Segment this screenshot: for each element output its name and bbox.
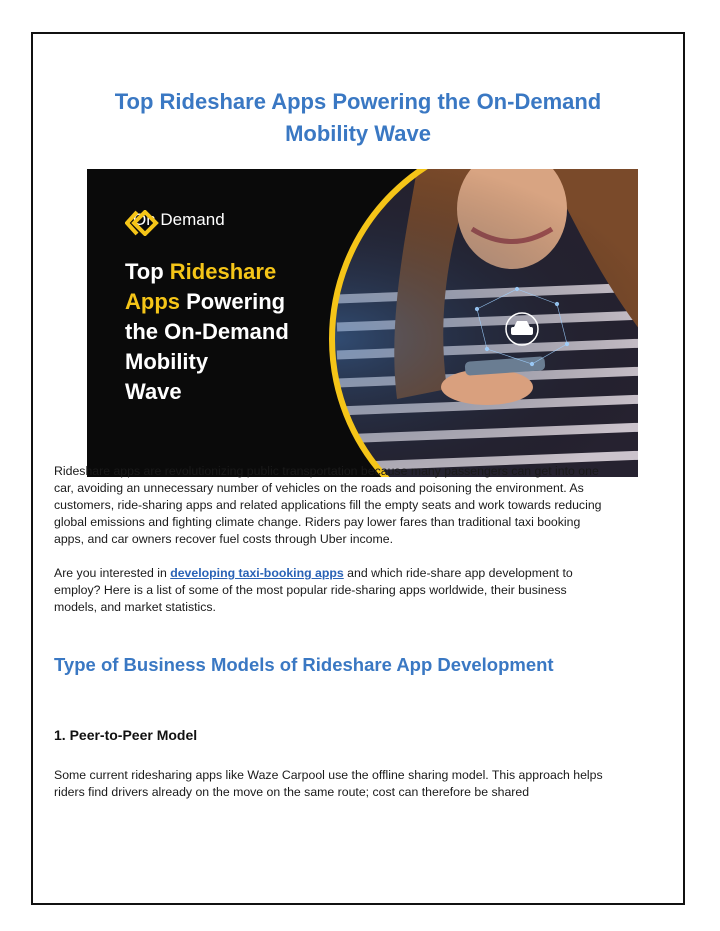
paragraph-text: and which ride-share app development to employ? Here is a list of some of the most popular ride-sharing apps worldwide, their business models, and market statistics. — [54, 566, 573, 614]
banner-title-highlight: Rideshare — [169, 259, 277, 284]
interest-paragraph — [54, 565, 605, 616]
banner-title — [125, 257, 335, 407]
paragraph-text: Are you interested in — [54, 566, 171, 580]
banner-title-line: Wave — [125, 379, 182, 404]
subheading: 1. Peer-to-Peer Model — [54, 727, 198, 743]
banner-title-word: Powering — [180, 289, 286, 314]
section-heading: Type of Business Models of Rideshare App Development — [54, 654, 554, 675]
banner-title-line: Mobility — [125, 349, 209, 374]
on-demand-logo — [125, 210, 225, 230]
logo-chevron-icon — [125, 210, 159, 236]
banner-title-highlight: Apps — [125, 289, 180, 314]
page-title-line-1: Top Rideshare Apps Powering the On-Demand — [114, 89, 602, 114]
logo-text: On Demand — [133, 210, 225, 229]
intro-paragraph: Rideshare apps are revolutionizing public transportation because many passengers can get into one car, avoiding an unnecessary number of vehicles on the roads and poisoning the environment. As customers, ride-sharing apps and related applications fill the empty seats and work towards reducing global emissions and fighting climate change. Riders pay lower fares than traditional taxi booking apps, and car owners recover fuel costs through Uber income. — [54, 464, 602, 546]
peer-to-peer-paragraph: Some current ridesharing apps like Waze Carpool use the offline sharing model. This approach helps riders find drivers already on the move on the same route; cost can therefore be shared — [54, 768, 603, 799]
page-title — [33, 86, 683, 150]
banner-title-word: Top — [125, 259, 170, 284]
hero-banner-image — [87, 169, 638, 477]
taxi-booking-link[interactable]: developing taxi-booking apps — [170, 566, 344, 580]
banner-title-line: the On-Demand — [125, 319, 289, 344]
page-title-line-2: Mobility Wave — [285, 121, 431, 146]
